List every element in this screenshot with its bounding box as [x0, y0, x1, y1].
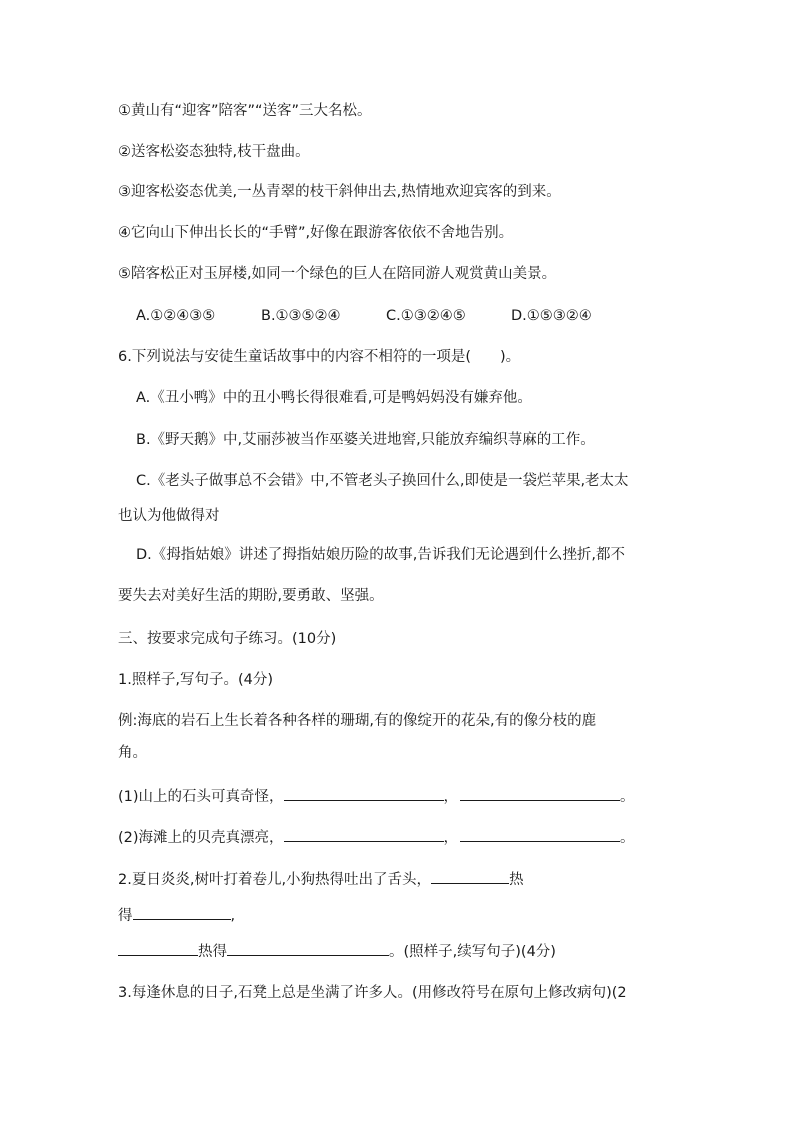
order-options: [136, 306, 592, 326]
order-item-4: ④它向山下伸出长长的“手臂”,好像在跟游客依依不舍地告别。: [118, 225, 514, 241]
q2-line3: [118, 941, 556, 962]
answer-blank[interactable]: [284, 827, 444, 842]
example-line1: 例:海底的岩石上生长着各种各样的珊瑚,有的像绽开的花朵,有的像分枝的鹿: [118, 713, 597, 729]
order-item-2: ②送客松姿态独特,枝干盘曲。: [118, 144, 310, 160]
sentence-2: [118, 827, 635, 848]
answer-blank[interactable]: [284, 786, 444, 801]
option-c: C.①③②④⑤: [386, 308, 466, 324]
answer-blank[interactable]: [227, 941, 389, 956]
period: 。: [620, 830, 635, 846]
q6-option-d-line2: 要失去对美好生活的期盼,要勇敢、坚强。: [118, 588, 384, 604]
answer-blank[interactable]: [133, 905, 231, 920]
order-item-1: ①黄山有“迎客”陪客”“送客”三大名松。: [118, 103, 372, 119]
q6-option-c-line1: C.《老头子做事总不会错》中,不管老头子换回什么,即使是一袋烂苹果,老太太: [136, 473, 629, 489]
q6-option-c-line2: 也认为他做得对: [118, 508, 220, 524]
q6-option-a: A.《丑小鸭》中的丑小鸭长得很难看,可是鸭妈妈没有嫌弃他。: [136, 390, 532, 406]
sentence-2-prefix: (2)海滩上的贝壳真漂亮，: [118, 830, 284, 846]
q2-de: 得: [118, 908, 133, 924]
option-d: D.①⑤③②④: [511, 308, 592, 324]
q2-tail: 。(照样子,续写句子)(4分): [389, 944, 556, 960]
sentence-1: [118, 786, 635, 807]
answer-blank[interactable]: [460, 827, 620, 842]
answer-blank[interactable]: [118, 941, 198, 956]
order-item-3: ③迎客松姿态优美,一丛青翠的枝干斜伸出去,热情地欢迎宾客的到来。: [118, 184, 561, 200]
q1-title: 1.照样子,写句子。(4分): [118, 672, 273, 688]
option-a: A.①②④③⑤: [136, 308, 216, 324]
answer-blank[interactable]: [460, 786, 620, 801]
period: 。: [620, 789, 635, 805]
q2-comma: ,: [230, 908, 236, 924]
q6-option-d-line1: D.《拇指姑娘》讲述了拇指姑娘历险的故事,告诉我们无论遇到什么挫折,都不: [136, 547, 625, 563]
comma: ，: [443, 830, 459, 846]
q6-option-b: B.《野天鹅》中,艾丽莎被当作巫婆关进地窖,只能放弃编织荨麻的工作。: [136, 432, 595, 448]
sentence-1-prefix: (1)山上的石头可真奇怪，: [118, 789, 284, 805]
q2-hot: 热: [509, 872, 524, 888]
q3-text: 3.每逢休息的日子,石凳上总是坐满了许多人。(用修改符号在原句上修改病句)(2: [118, 985, 627, 1001]
option-b: B.①③⑤②④: [261, 308, 341, 324]
q6-stem: 6.下列说法与安徒生童话故事中的内容不相符的一项是( )。: [118, 349, 521, 365]
q2-text: 2.夏日炎炎,树叶打着卷儿,小狗热得吐出了舌头，: [118, 872, 432, 888]
order-item-5: ⑤陪客松正对玉屏楼,如同一个绿色的巨人在陪同游人观赏黄山美景。: [118, 266, 557, 282]
q2-line1: [118, 869, 524, 890]
comma: ，: [443, 789, 459, 805]
q2-hotde: 热得: [198, 944, 227, 960]
example-line2: 角。: [118, 745, 147, 761]
answer-blank[interactable]: [431, 869, 509, 884]
q2-line2: [118, 905, 235, 926]
section3-title: 三、按要求完成句子练习。(10分): [118, 631, 337, 647]
